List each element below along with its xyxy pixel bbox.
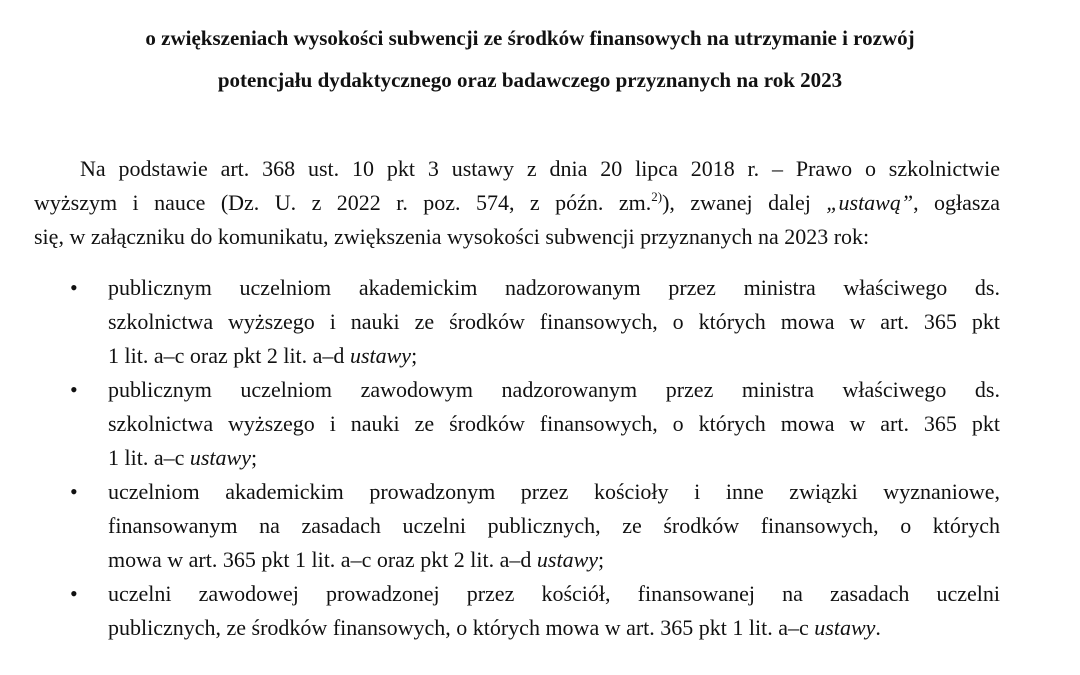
list-item-line: uczelniom akademickim prowadzonym przez kościoły i inne związki wyznaniowe, bbox=[108, 479, 1000, 504]
list-item-line: finansowanym na zasadach uczelni publicznych, ze środków finansowych, o których bbox=[108, 513, 1000, 538]
list-item-line bbox=[108, 611, 1000, 645]
list-item-italic: ustawy bbox=[349, 343, 412, 368]
list-item-punct: ; bbox=[411, 343, 418, 368]
list-item-italic: ustawy bbox=[189, 445, 251, 470]
intro-line-2 bbox=[34, 186, 1000, 220]
list-item-line: publicznym uczelniom akademickim nadzorowanym przez ministra właściwego ds. bbox=[108, 275, 1000, 300]
list-item bbox=[0, 475, 1000, 577]
list-item-punct: ; bbox=[598, 547, 605, 572]
bullet-icon: • bbox=[70, 377, 78, 402]
intro-line-1: Na podstawie art. 368 ust. 10 pkt 3 ustawy z dnia 20 lipca 2018 r. – Prawo o szkolnictwie bbox=[80, 156, 1000, 181]
list-item-line: uczelni zawodowej prowadzonej przez kościół, finansowanej na zasadach uczelni bbox=[108, 581, 1000, 606]
intro-paragraph bbox=[34, 152, 1000, 254]
list-item-punct: ; bbox=[251, 445, 258, 470]
list-item bbox=[0, 271, 1000, 373]
list-item-line bbox=[108, 441, 1000, 475]
list-item-line bbox=[108, 339, 1000, 373]
list-item-text: 1 lit. a–c bbox=[108, 445, 190, 470]
list-item-punct: . bbox=[875, 615, 881, 640]
list-item-text: mowa w art. 365 pkt 1 lit. a–c oraz pkt 2 lit. a–d bbox=[108, 547, 537, 572]
bullet-icon: • bbox=[70, 275, 78, 300]
list-item bbox=[0, 577, 1000, 645]
recipients-list bbox=[0, 271, 1080, 645]
list-item-line bbox=[108, 543, 1000, 577]
intro-line-2-text-c: , ogłasza bbox=[913, 190, 1001, 215]
intro-line-3: się, w załączniku do komunikatu, zwiększenia wysokości subwencji przyznanych na 2023 rok: bbox=[34, 224, 870, 249]
list-item-line: szkolnictwa wyższego i nauki ze środków finansowych, o których mowa w art. 365 pkt bbox=[108, 411, 1000, 436]
list-item-text: publicznych, ze środków finansowych, o których mowa w art. 365 pkt 1 lit. a–c bbox=[108, 615, 815, 640]
footnote-marker: 2) bbox=[651, 189, 663, 204]
list-item-italic: ustawy bbox=[814, 615, 876, 640]
intro-defined-term: „ustawą” bbox=[826, 190, 914, 215]
list-item bbox=[0, 373, 1000, 475]
document-heading-line-2: potencjału dydaktycznego oraz badawczego przyznanych na rok 2023 bbox=[217, 68, 843, 92]
list-item-text: 1 lit. a–c oraz pkt 2 lit. a–d bbox=[108, 343, 350, 368]
list-item-line: szkolnictwa wyższego i nauki ze środków finansowych, o których mowa w art. 365 pkt bbox=[108, 309, 1000, 334]
intro-line-2-text-b: ), zwanej dalej bbox=[662, 190, 827, 215]
bullet-icon: • bbox=[70, 581, 78, 606]
document-heading-line-1: o zwiększeniach wysokości subwencji ze środków finansowych na utrzymanie i rozwój bbox=[145, 26, 915, 50]
bullet-icon: • bbox=[70, 479, 78, 504]
list-item-italic: ustawy bbox=[536, 547, 599, 572]
list-item-line: publicznym uczelniom zawodowym nadzorowanym przez ministra właściwego ds. bbox=[108, 377, 1000, 402]
intro-line-2-text: wyższym i nauce (Dz. U. z 2022 r. poz. 574, z późn. zm. bbox=[34, 190, 652, 215]
